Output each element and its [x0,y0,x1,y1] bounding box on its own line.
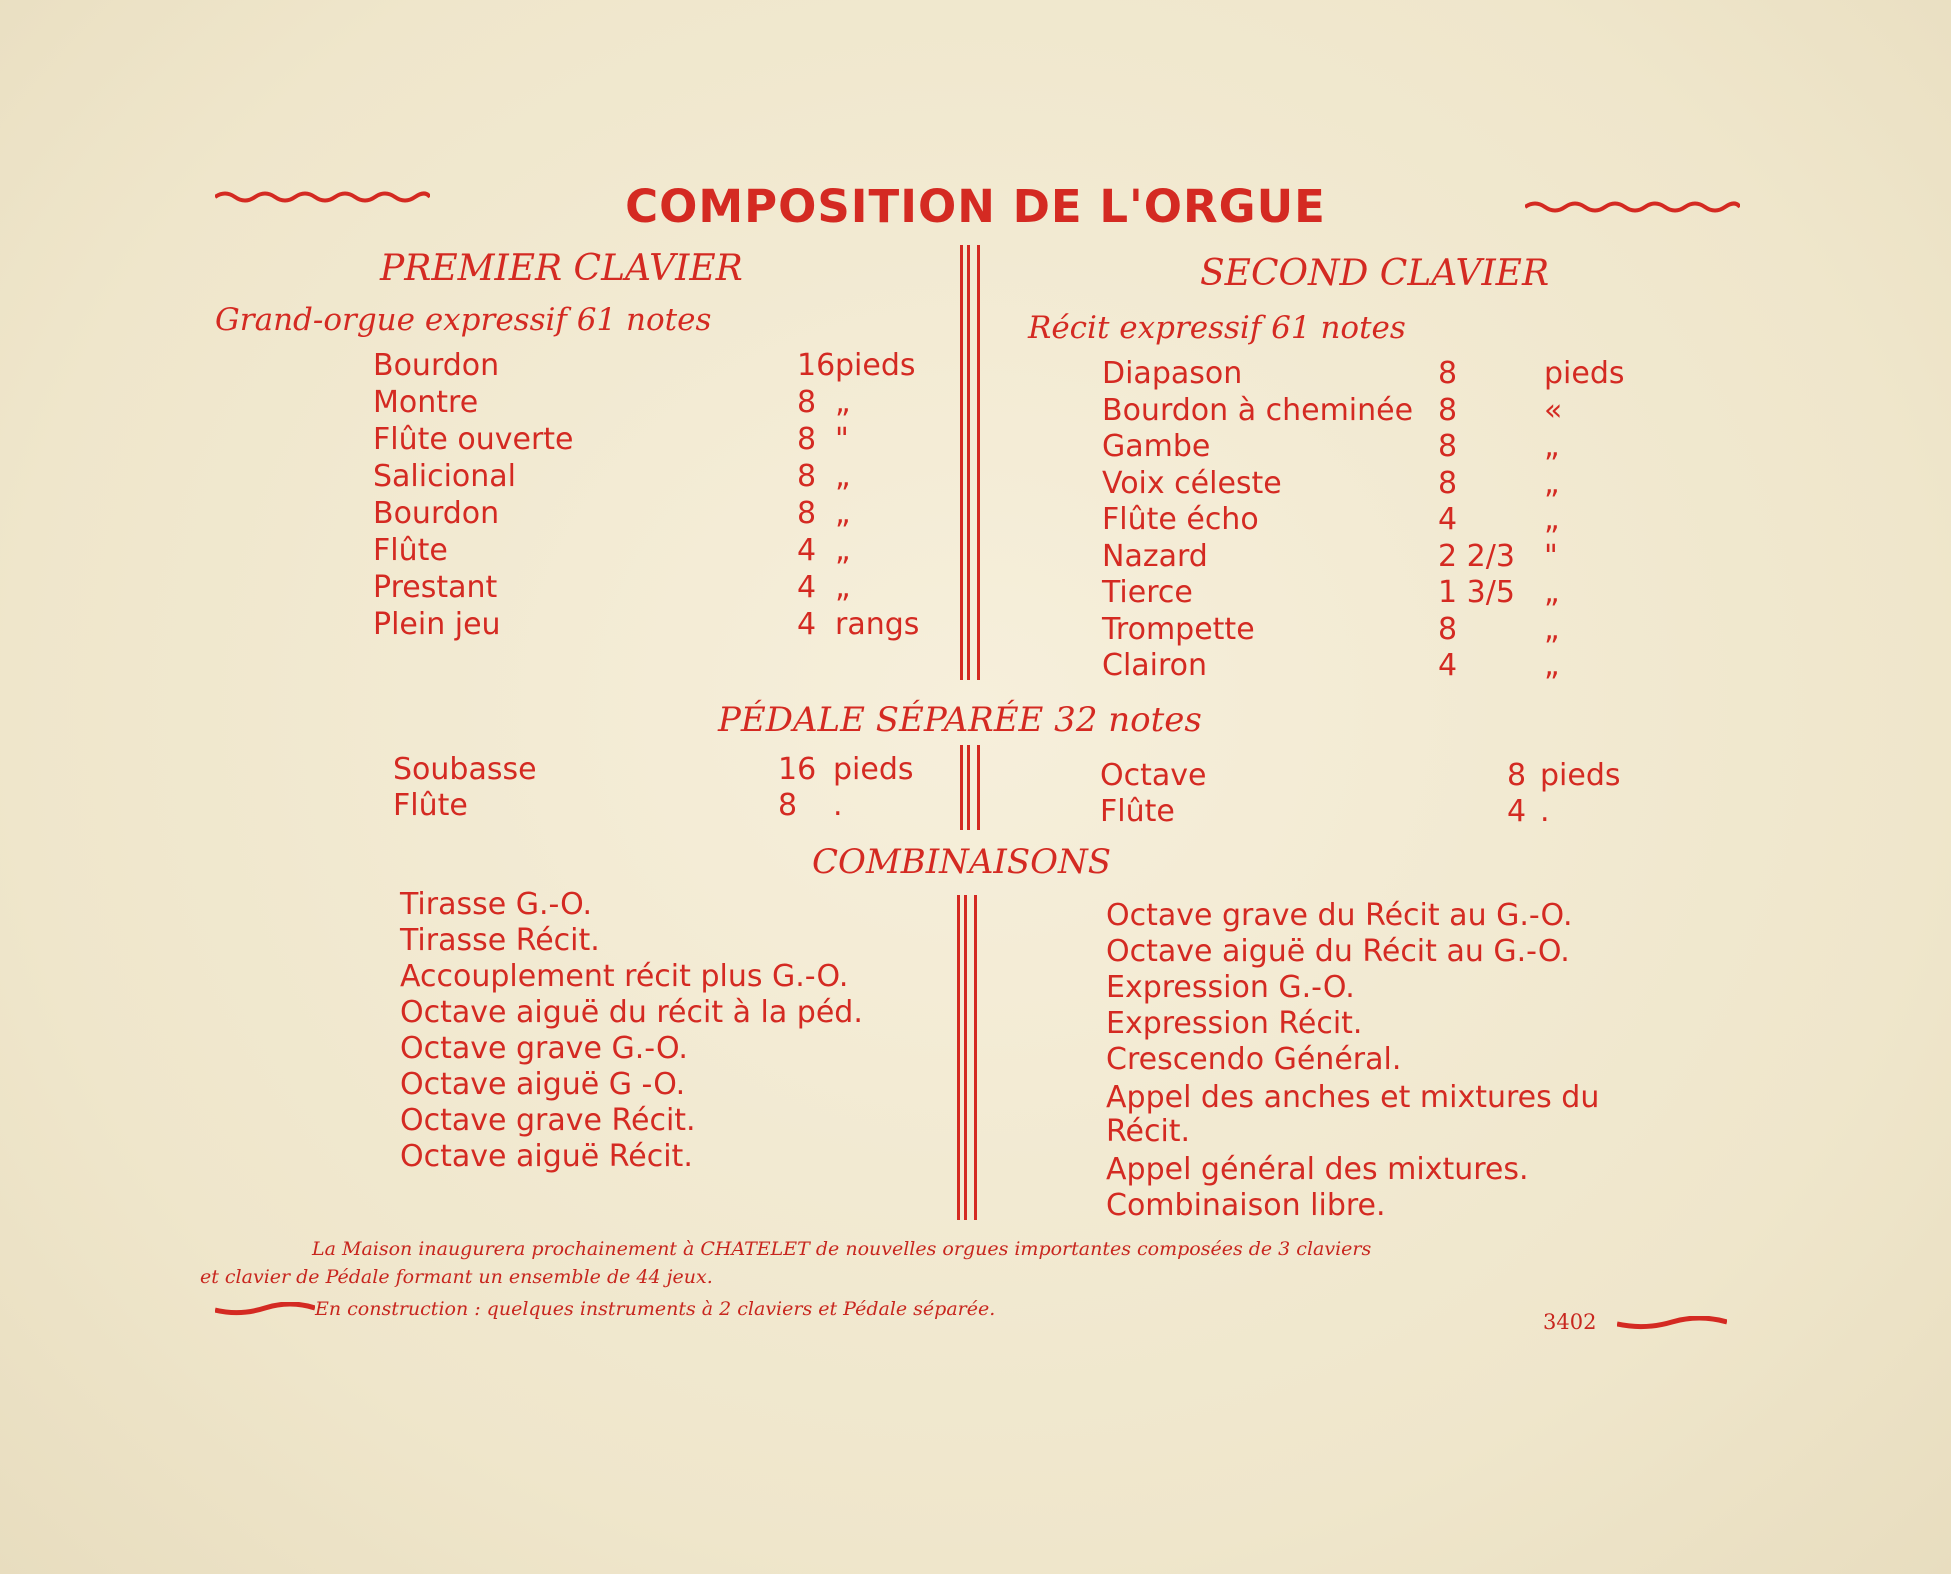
stop-name: Octave [1100,758,1207,793]
stop-unit: pieds [835,348,916,383]
stop-name: Trompette [1102,611,1255,647]
stop-name: Montre [373,385,479,420]
combinaison-text: Combinaison libre. [1106,1188,1386,1223]
stop-size: 4 [1438,502,1458,537]
stop-size: 4 [797,607,817,642]
stop-name: Diapason [1102,356,1243,391]
stop-size: 8 [797,496,817,531]
stop-size: 8 [1438,465,1458,501]
footer-note-line-2: et clavier de Pédale formant un ensemble de 44 jeux. [200,1266,713,1288]
stop-name: Clairon [1102,648,1208,683]
stop-name: Bourdon [373,348,500,383]
combinaison-text: Expression G.-O. [1106,970,1355,1005]
stop-unit: „ [1544,429,1560,464]
second-clavier-subtitle: Récit expressif 61 notes [1028,310,1406,346]
footer-note-line-1: La Maison inaugurera prochainement à CHATELET de nouvelles orgues importantes composées de 3 claviers [312,1238,1372,1260]
stop-unit: « [1544,392,1563,428]
stop-unit: „ [1544,502,1560,537]
stop-unit: „ [835,496,851,531]
page-title: COMPOSITION DE L'ORGUE [625,180,1326,233]
stop-size: 4 [797,570,817,605]
column-separator-combinaisons [957,895,977,1220]
stop-name: Flûte [393,788,468,823]
combinaison-text: Appel des anches et mixtures du [1106,1080,1600,1115]
stop-size: 8 [1438,429,1458,464]
footer-left-ornament [215,1302,315,1316]
stop-unit: pieds [1540,758,1621,793]
stop-unit: . [1540,794,1550,829]
combinaison-text: Octave aiguë Récit. [400,1139,693,1174]
footer-right-ornament [1617,1316,1727,1330]
combinaison-text: Octave grave Récit. [400,1103,696,1138]
stop-size: 1 3/5 [1438,575,1515,610]
stop-size: 8 [797,459,817,494]
combinaison-text: Tirasse G.-O. [400,887,593,922]
stop-size: 8 [1507,758,1527,793]
stop-size: 8 [778,788,798,823]
combinaison-text: Crescendo Général. [1106,1042,1402,1077]
stop-name: Tierce [1102,575,1193,610]
combinaison-text: Tirasse Récit. [400,923,600,958]
stop-unit: rangs [835,607,920,642]
stop-size: 4 [797,533,817,568]
combinaison-text: Expression Récit. [1106,1006,1363,1041]
stop-name: Prestant [373,570,498,605]
stop-unit: . [833,788,843,823]
stop-unit: „ [835,459,851,494]
stop-name: Plein jeu [373,607,501,642]
combinaison-text: Octave aiguë du Récit au G.-O. [1106,934,1570,969]
stop-size: 8 [797,422,817,457]
stop-size: 4 [1438,648,1458,683]
stop-name: Voix céleste [1102,465,1282,501]
stop-size: 8 [1438,611,1458,647]
stop-unit: „ [1544,648,1560,683]
combinaison-text: Accouplement récit plus G.-O. [400,959,849,994]
stop-unit: pieds [1544,356,1625,391]
stop-unit: „ [1544,611,1560,647]
stop-name: Gambe [1102,429,1211,464]
stop-unit: „ [835,533,851,568]
stop-name: Flûte [1100,794,1175,829]
stop-name: Nazard [1102,538,1208,574]
combinaison-text: Appel général des mixtures. [1106,1152,1529,1187]
second-clavier-heading: SECOND CLAVIER [1200,253,1550,294]
column-separator-top [960,245,980,680]
combinaison-text: Octave grave G.-O. [400,1031,688,1066]
stop-unit: „ [835,570,851,605]
stop-size: 16 [797,348,836,383]
stop-unit: pieds [833,752,914,787]
combinaison-text: Octave aiguë du récit à la péd. [400,995,863,1030]
right-wave-ornament [1525,200,1740,214]
stop-name: Flûte écho [1102,502,1259,537]
catalog-number: 3402 [1543,1310,1597,1334]
stop-size: 8 [1438,392,1458,428]
stop-size: 8 [797,385,817,420]
combinaison-text: Récit. [1106,1114,1191,1149]
combinaison-text: Octave grave du Récit au G.-O. [1106,898,1573,933]
stop-name: Soubasse [393,752,537,787]
stop-name: Flûte [373,533,448,568]
premier-clavier-heading: PREMIER CLAVIER [380,248,743,289]
stop-size: 16 [778,752,817,787]
column-separator-pedale [960,745,980,830]
stop-size: 4 [1507,794,1527,829]
stop-unit: „ [1544,575,1560,610]
stop-name: Flûte ouverte [373,422,574,457]
stop-unit: „ [1544,465,1560,501]
stop-name: Bourdon [373,496,500,531]
stop-unit: " [1544,538,1558,574]
stop-unit: „ [835,385,851,420]
combinaisons-heading: COMBINAISONS [812,842,1112,882]
combinaison-text: Octave aiguë G -O. [400,1067,686,1102]
pedale-heading: PÉDALE SÉPARÉE 32 notes [718,700,1202,740]
footer-note-line-3: En construction : quelques instruments à 2 claviers et Pédale séparée. [315,1298,996,1320]
stop-unit: " [835,422,849,457]
premier-clavier-subtitle: Grand-orgue expressif 61 notes [215,302,712,338]
stop-size: 8 [1438,356,1458,391]
stop-name: Bourdon à cheminée [1102,392,1414,428]
stop-name: Salicional [373,459,517,494]
stop-size: 2 2/3 [1438,538,1515,574]
